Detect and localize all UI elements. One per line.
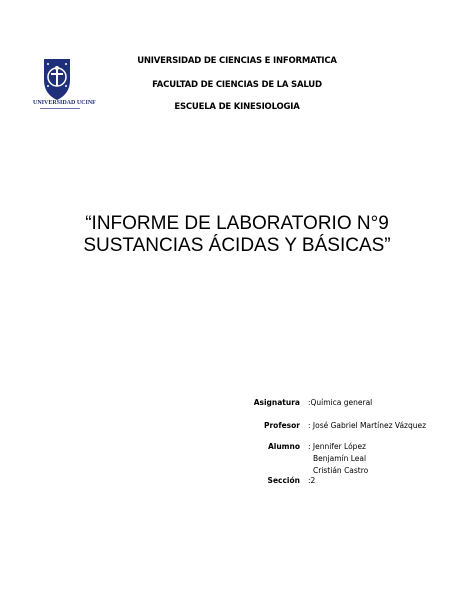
report-title-line-2: SUSTANCIAS ÁCIDAS Y BÁSICAS” (83, 235, 391, 256)
university-name: UNIVERSIDAD DE CIENCIAS E INFORMATICA (137, 56, 337, 66)
logo-caption: UNIVERSIDAD UCINF (33, 100, 96, 106)
subject-label: Asignatura (253, 398, 300, 407)
subject-value: :Química general (308, 398, 373, 407)
students-label: Alumno (267, 442, 300, 451)
student-name: : Jennifer López (308, 442, 366, 451)
student-name: Benjamín Leal (313, 454, 367, 463)
report-title-line-1: “INFORME DE LABORATORIO N°9 (85, 213, 389, 234)
section-label: Sección (267, 476, 300, 485)
section-value: :2 (308, 476, 316, 485)
professor-label: Profesor (263, 421, 300, 430)
student-name: Cristián Castro (313, 466, 369, 475)
faculty-name: FACULTAD DE CIENCIAS DE LA SALUD (152, 80, 322, 90)
school-name: ESCUELA DE KINESIOLOGIA (174, 102, 300, 112)
professor-value: : José Gabriel Martínez Vázquez (308, 421, 427, 430)
